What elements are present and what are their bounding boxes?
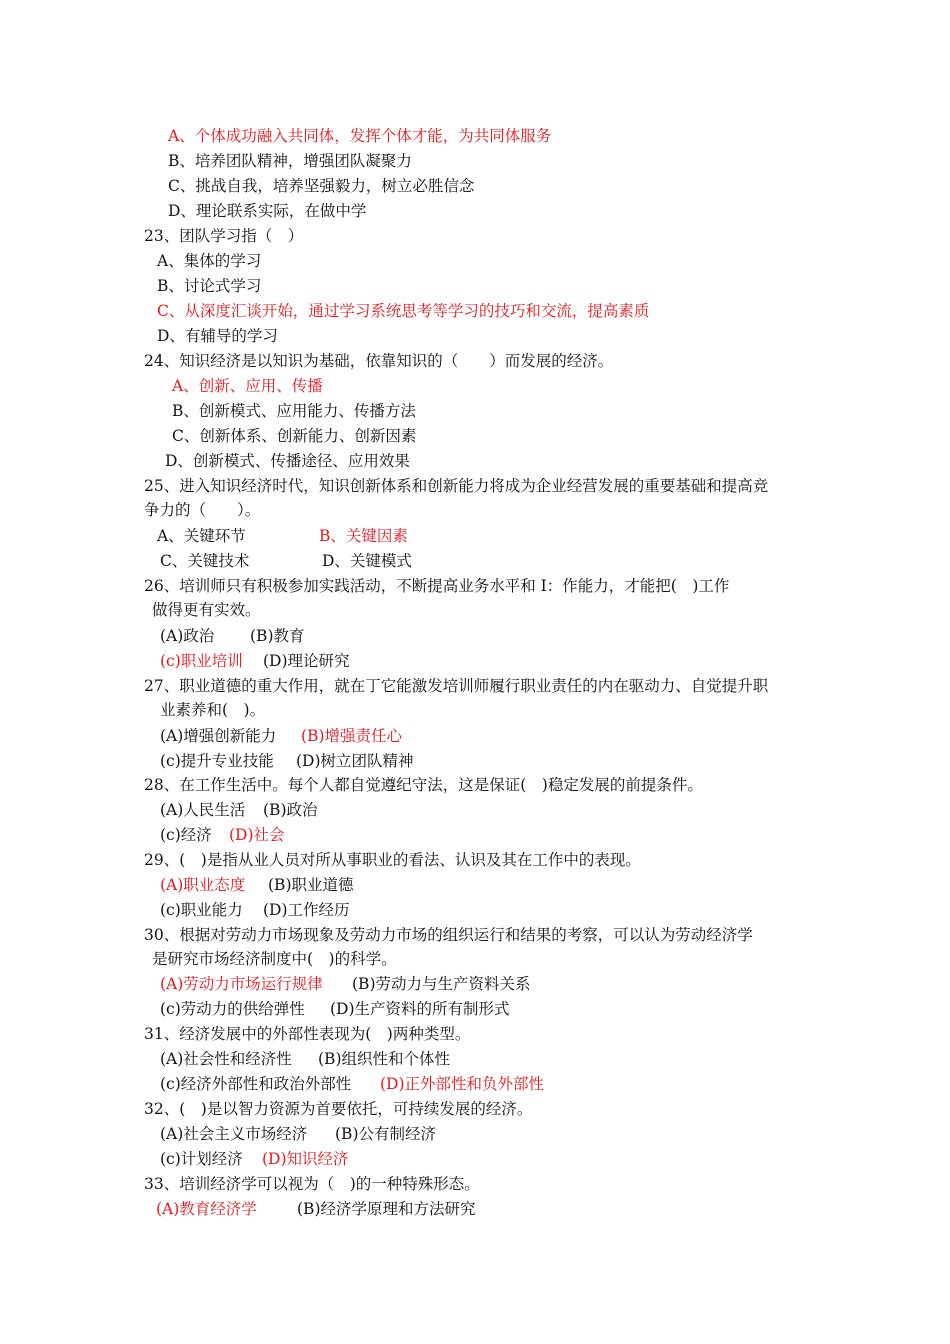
q23-option-a: A、集体的学习 (157, 252, 262, 270)
q22-option-b: B、培养团队精神，增强团队凝聚力 (168, 152, 412, 170)
q31-option-a: (A)社会性和经济性 (160, 1050, 292, 1068)
q25-question-cont: 争力的（ ）。 (144, 501, 261, 519)
q25-option-c: C、关键技术 (160, 552, 250, 570)
q27-option-d: (D)树立团队精神 (296, 752, 414, 770)
q22-option-d: D、理论联系实际，在做中学 (168, 202, 367, 220)
q27-option-a: (A)增强创新能力 (160, 727, 277, 745)
q26-option-a: (A)政治 (160, 627, 215, 645)
q33-option-b: (B)经济学原理和方法研究 (297, 1200, 476, 1218)
q31-option-d: (D)正外部性和负外部性 (380, 1075, 545, 1093)
q25-option-b: B、关键因素 (319, 527, 408, 545)
q29-option-a: (A)职业态度 (160, 876, 246, 894)
q22-option-a: A、个体成功融入共同体，发挥个体才能，为共同体服务 (168, 127, 552, 145)
q25-option-d: D、关键模式 (322, 552, 412, 570)
q29-question: 29、( )是指从业人员对所从事职业的看法、认识及其在工作中的表现。 (144, 851, 641, 869)
q23-option-b: B、讨论式学习 (157, 277, 262, 295)
q29-option-b: (B)职业道德 (268, 876, 354, 894)
q27-question: 27、职业道德的重大作用，就在丁它能激发培训师履行职业责任的内在驱动力、自觉提升职 (144, 677, 769, 695)
q30-option-b: (B)劳动力与生产资料关系 (352, 975, 531, 993)
q23-question: 23、团队学习指（ ） (144, 227, 304, 245)
q27-option-c: (c)提升专业技能 (160, 752, 274, 770)
q32-option-b: (B)公有制经济 (335, 1125, 436, 1143)
q22-option-c: C、挑战自我，培养坚强毅力，树立必胜信念 (168, 177, 475, 195)
q27-option-b: (B)增强责任心 (301, 727, 402, 745)
q23-option-c: C、从深度汇谈开始，通过学习系统思考等学习的技巧和交流，提高素质 (157, 302, 650, 320)
q24-option-a: A、创新、应用、传播 (172, 377, 323, 395)
q32-option-a: (A)社会主义市场经济 (160, 1125, 308, 1143)
q30-question-cont: 是研究市场经济制度中( )的科学。 (152, 950, 397, 968)
q32-option-c: (c)计划经济 (160, 1150, 243, 1168)
q24-option-b: B、创新模式、应用能力、传播方法 (172, 402, 416, 420)
q31-option-b: (B)组织性和个体性 (318, 1050, 450, 1068)
q28-option-b: (B)政治 (263, 801, 318, 819)
q26-option-b: (B)教育 (250, 627, 305, 645)
q28-option-d: (D)社会 (229, 826, 285, 844)
q30-question: 30、根据对劳动力市场现象及劳动力市场的组织运行和结果的考察，可以认为劳动经济学 (144, 926, 753, 944)
q32-option-d: (D)知识经济 (262, 1150, 349, 1168)
q26-question: 26、培训师只有积极参加实践活动，不断提高业务水平和 I：作能力，才能把( )工作 (144, 577, 730, 595)
q33-option-a: (A)教育经济学 (156, 1200, 257, 1218)
q25-question: 25、进入知识经济时代，知识创新体系和创新能力将成为企业经营发展的重要基础和提高竞 (144, 477, 769, 495)
q24-question: 24、知识经济是以知识为基础，依靠知识的（ ）而发展的经济。 (144, 352, 614, 370)
q26-option-c: (c)职业培训 (160, 652, 243, 670)
q31-question: 31、经济发展中的外部性表现为( )两种类型。 (144, 1025, 471, 1043)
q28-question: 28、在工作生活中。每个人都自觉遵纪守法，这是保证( )稳定发展的前提条件。 (144, 776, 703, 794)
q33-question: 33、培训经济学可以视为（ )的一种特殊形态。 (144, 1175, 480, 1193)
q29-option-d: (D)工作经历 (263, 901, 350, 919)
q28-option-a: (A)人民生活 (160, 801, 246, 819)
q30-option-d: (D)生产资料的所有制形式 (330, 1000, 510, 1018)
q28-option-c: (c)经济 (160, 826, 212, 844)
q23-option-d: D、有辅导的学习 (157, 327, 278, 345)
q24-option-c: C、创新体系、创新能力、创新因素 (172, 427, 417, 445)
q25-option-a: A、关键环节 (157, 527, 246, 545)
q26-option-d: (D)理论研究 (263, 652, 350, 670)
q32-question: 32、( )是以智力资源为首要依托，可持续发展的经济。 (144, 1100, 533, 1118)
q26-question-cont: 做得更有实效。 (152, 601, 261, 619)
q27-question-cont: 业素养和( )。 (160, 701, 266, 719)
q29-option-c: (c)职业能力 (160, 901, 243, 919)
q30-option-c: (c)劳动力的供给弹性 (160, 1000, 305, 1018)
q24-option-d: D、创新模式、传播途径、应用效果 (165, 452, 410, 470)
q30-option-a: (A)劳动力市场运行规律 (160, 975, 323, 993)
q31-option-c: (c)经济外部性和政治外部性 (160, 1075, 352, 1093)
